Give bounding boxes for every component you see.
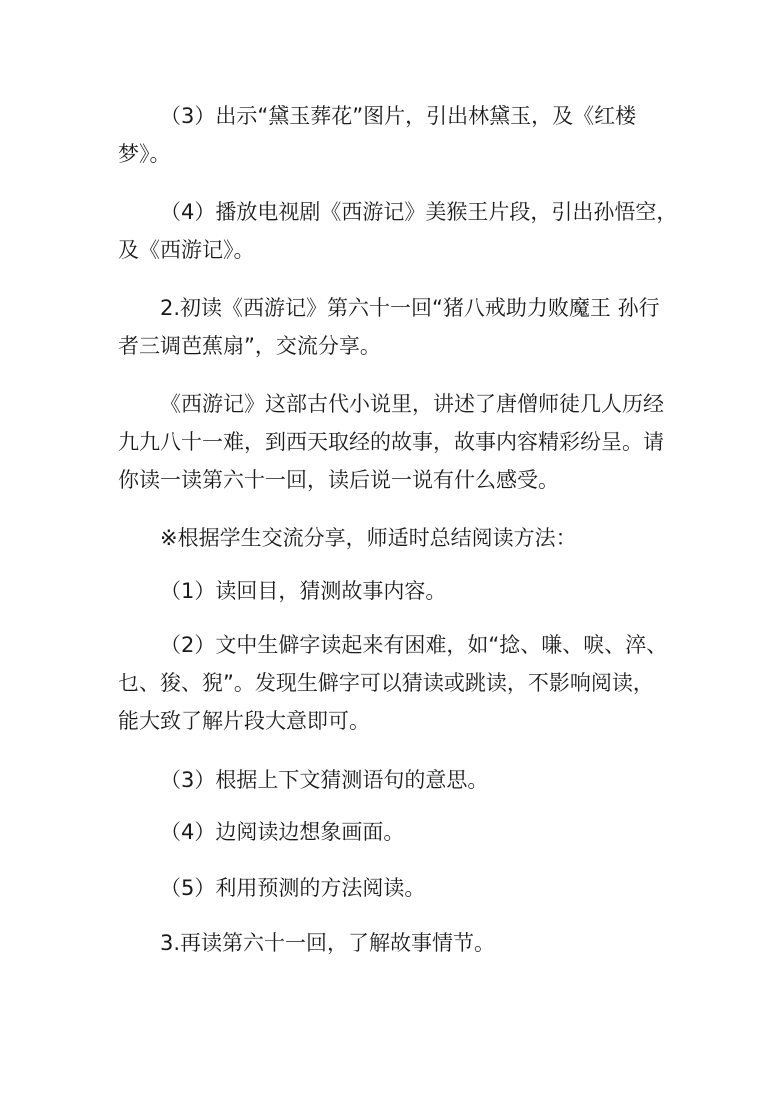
paragraph-line: （3）出示“黛玉葬花”图片，引出林黛玉，及《红楼 [160, 104, 637, 128]
paragraph-line: （3）根据上下文猜测语句的意思。 [160, 768, 489, 792]
paragraph-line: 及《西游记》。 [118, 238, 255, 262]
paragraph-method-1 [118, 572, 666, 610]
paragraph-line: （2）文中生僻字读起来有困难，如“捻、嗛、唳、淬、 [160, 633, 668, 657]
paragraph-method-2 [118, 626, 666, 740]
paragraph-line: 3.再读第六十一回，了解故事情节。 [160, 931, 496, 955]
paragraph-summary-note [118, 519, 666, 557]
paragraph-line: ※根据学生交流分享，师适时总结阅读方法： [160, 526, 577, 550]
paragraph-line: 能大致了解片段大意即可。 [118, 709, 370, 733]
paragraph-second-reading [118, 924, 666, 962]
paragraph-line: （5）利用预测的方法阅读。 [160, 876, 426, 900]
paragraph-step-3-show-image [118, 97, 666, 173]
paragraph-line: 九九八十一难，到西天取经的故事，故事内容精彩纷呈。请 [118, 430, 664, 454]
paragraph-first-reading [118, 289, 666, 365]
paragraph-line: 你读一读第六十一回，读后说一说有什么感受。 [118, 468, 559, 492]
paragraph-step-4-play-video [118, 193, 678, 269]
paragraph-method-3 [118, 761, 666, 799]
paragraph-line: 2.初读《西游记》第六十一回“猪八戒助力败魔王 孙行 [160, 296, 660, 320]
paragraph-line: 《西游记》这部古代小说里，讲述了唐僧师徒几人历经 [160, 392, 664, 416]
paragraph-line: （4）播放电视剧《西游记》美猴王片段，引出孙悟空， [160, 200, 678, 224]
paragraph-method-5 [118, 869, 666, 907]
paragraph-line: 者三调芭蕉扇”，交流分享。 [118, 334, 381, 358]
paragraph-line: 乜、狻、猊”。发现生僻字可以猜读或跳读，不影响阅读， [118, 671, 654, 695]
paragraph-line: （4）边阅读边想象画面。 [160, 820, 405, 844]
paragraph-method-4 [118, 813, 666, 851]
paragraph-novel-intro [118, 385, 666, 499]
paragraph-line: （1）读回目，猜测故事内容。 [160, 579, 447, 603]
paragraph-line: 梦》。 [118, 142, 171, 166]
